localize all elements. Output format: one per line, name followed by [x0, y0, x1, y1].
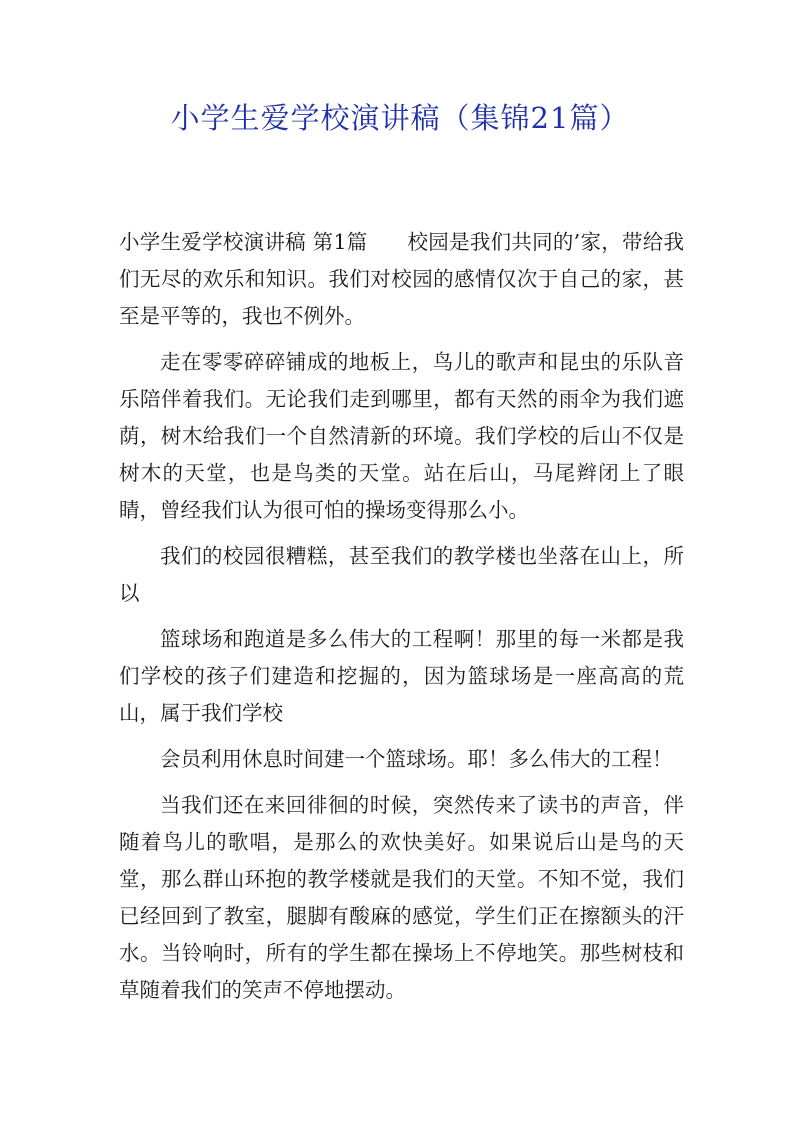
paragraph-5: 会员利用休息时间建一个篮球场。耶！多么伟大的工程！: [160, 747, 673, 771]
paragraph-2: 走在零零碎碎铺成的地板上，鸟儿的歌声和昆虫的乐队音乐陪伴着我们。无论我们走到哪里，都有天然的雨伞为我们遮荫，树木给我们一个自然清新的环境。我们学校的后山不仅是树木的天堂，也是鸟类的天堂。站在后山，马尾辫闭上了眼睛，曾经我们认为很可怕的操场变得那么小。: [119, 350, 684, 522]
section-heading: 小学生爱学校演讲稿 第1篇: [119, 230, 368, 254]
paragraph-3: 我们的校园很糟糕，甚至我们的教学楼也坐落在山上，所以: [119, 544, 684, 605]
document-body: [119, 224, 684, 1018]
paragraph-6: 当我们还在来回徘徊的时候，突然传来了读书的声音，伴随着鸟儿的歌唱，是那么的欢快美好。如果说后山是鸟的天堂，那么群山环抱的教学楼就是我们的天堂。不知不觉，我们已经回到了教室，腿脚有酸麻的感觉，学生们正在擦额头的汗水。当铃响时，所有的学生都在操场上不停地笑。那些树枝和草随着我们的笑声不停地摆动。: [119, 793, 684, 1002]
paragraph-1: [119, 224, 684, 335]
paragraph-4: 篮球场和跑道是多么伟大的工程啊！那里的每一米都是我们学校的孩子们建造和挖掘的，因为篮球场是一座高高的荒山，属于我们学校: [119, 627, 684, 725]
paragraph-1-text: 校园是我们共同的’家，带给我们无尽的欢乐和知识。我们对校园的感情仅次于自己的家，甚至是平等的，我也不例外。: [119, 230, 685, 328]
page-title: 小学生爱学校演讲稿（集锦21篇）: [170, 101, 630, 135]
